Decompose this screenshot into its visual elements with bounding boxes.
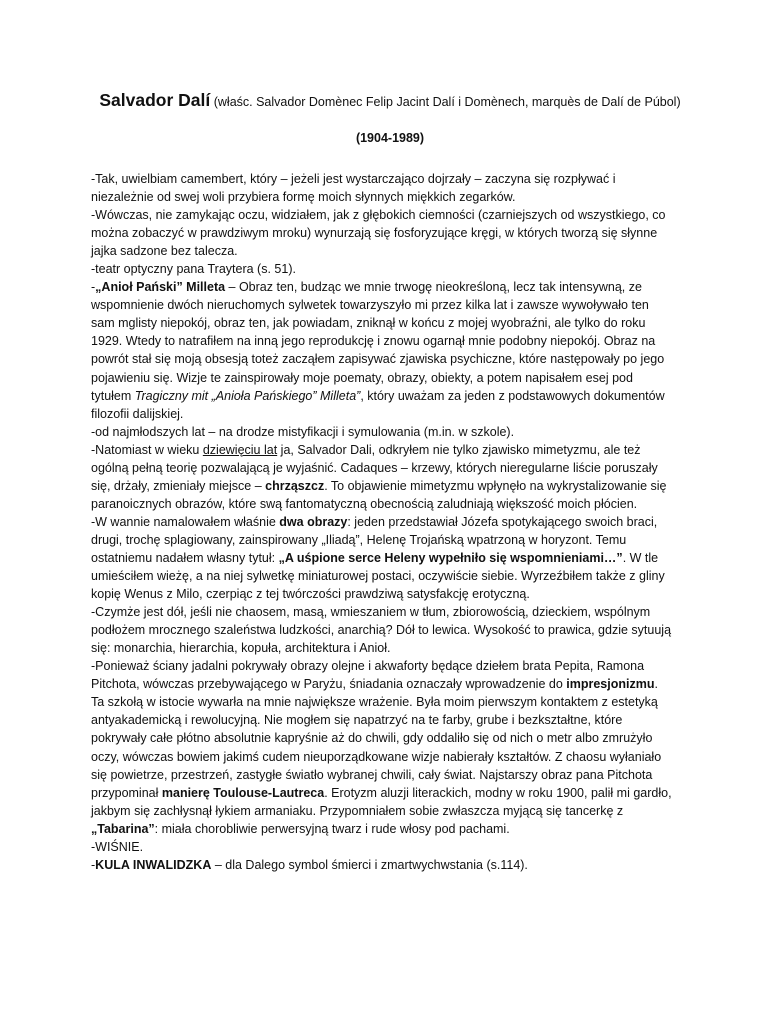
author-name: Salvador Dalí xyxy=(99,90,211,110)
text-run: : miała chorobliwie perwersyjną twarz i rude włosy pod pachami. xyxy=(154,821,510,836)
paragraph-3: -teatr optyczny pana Traytera (s. 51). xyxy=(91,262,296,277)
painting-title: „A uśpione serce Heleny wypełniło się wspomnieniami…” xyxy=(278,550,623,565)
text-run: , który uważam za jeden z podstawowych dokumentów filozofii dalijskiej. xyxy=(91,388,665,421)
text-run: . To objawienie mimetyzmu wpłynęło na wykrystalizowanie się paranoicznych obrazów, które swą fantomatyczną obecnością zaludniają większość moich płócien. xyxy=(91,478,667,511)
author-full-name: (właśc. Salvador Domènec Felip Jacint Dalí i Domènech, marquès de Dalí de Púbol) xyxy=(213,95,681,109)
paragraph-2: -Wówczas, nie zamykając oczu, widziałem, jak z głębokich ciemności (czarniejszych od wszystkiego, co można zobaczyć w prawdziwym mroku) wynurzają się fosforyzujące kręgi, w których tworzą się słynne jajka sadzone bez talecza. xyxy=(91,208,666,259)
bold-word: impresjonizmu xyxy=(566,677,655,692)
essay-title: Tragiczny mit „Anioła Pańskiego” Milleta” xyxy=(134,388,361,403)
text-run: -Natomiast w wieku xyxy=(91,442,203,457)
bold-phrase: manierę Toulouse-Lautreca xyxy=(161,785,325,800)
text-run: . Ta szkołą w istocie wywarła na mnie największe wrażenie. Była moim pierwszym kontaktem z estetyką antyakademicką i rewolucyjną. Nie mogłem się napatrzyć na te farby, grube i bezkształtne, które pokrywały całe płótno absolutnie kapryśnie aż do chwili, gdy oddaliło się od nich o metr albo zmrużyło oczy, wówczas bowiem jakimś cudem nieuporządkowane wizje nabierały kształtów. Z chaosu wyłaniało się powietrze, przestrzeń, zastygłe światło wybranej chwili, cały świat. Najstarszy obraz pana Pitchota przypominał xyxy=(91,677,662,800)
paragraph-8: -Czymże jest dół, jeśli nie chaosem, masą, wmieszaniem w tłum, zbiorowością, dzieckiem, wspólnym podłożem mrocznego szaleństwa ludzkości, anarchią? Dół to lewica. Wysokość to prawica, gdzie sytuują się: monarchia, hierarchia, kopuła, architektura i Anioł. xyxy=(91,605,672,656)
bold-phrase: „Tabarina” xyxy=(91,821,155,836)
paragraph-7 xyxy=(91,513,673,603)
dash: - xyxy=(91,280,96,295)
document-body xyxy=(91,170,673,874)
paragraph-4 xyxy=(91,278,673,422)
bold-word: chrząszcz xyxy=(265,478,325,493)
paragraph-6 xyxy=(91,441,673,513)
text-run: . Erotyzm aluzji literackich, modny w roku 1900, palił mi gardło, jakbym się zachłysnął łykiem armaniaku. Przypomniałem sobie zwłaszcza myjącą się tancerkę z xyxy=(91,785,672,818)
bold-phrase: dwa obrazy xyxy=(279,514,348,529)
painting-title: „Anioł Pański” Milleta xyxy=(95,280,226,295)
page-title xyxy=(90,90,690,113)
paragraph-9 xyxy=(91,657,673,837)
author-years: (1904-1989) xyxy=(355,131,425,145)
bold-phrase: KULA INWALIDZKA xyxy=(95,857,212,872)
text-run: -Ponieważ ściany jadalni pokrywały obrazy olejne i akwaforty będące dziełem brata Pepita, Ramona Pitchota, wówczas przebywającego w Paryżu, śniadania oznaczały wprowadzenie do xyxy=(91,659,645,692)
text-run: -W wannie namalowałem właśnie xyxy=(91,514,280,529)
text-run: – dla Dalego symbol śmierci i zmartwychwstania (s.114). xyxy=(211,857,528,872)
text-run: . W tle umieściłem wieżę, a na niej sylwetkę miniaturowej postaci, oczywiście siebie. Wyrzeźbiłem także z gliny kopię Wenus z Milo, czerpiąc z tej twórczości prawdziwą satysfakcję erotyczną. xyxy=(91,550,665,602)
paragraph-11 xyxy=(91,856,673,874)
text-run: : jeden przedstawiał Józefa spotykającego swoich braci, drugi, trochę splagiowany, zainspirowany „Iliadą”, Helenę Trojańską wpatrzoną w horyzont. Temu ostatniemu nadałem własny tytuł: xyxy=(91,514,658,565)
dash: - xyxy=(91,857,96,872)
text-run: – Obraz ten, budząc we mnie trwogę nieokreśloną, lecz tak intensywną, ze wspomnienie dwóch nieruchomych sylwetek towarzyszyło mi przez kilka lat i zawsze wywoływało ten sam mglisty niepokój, obraz ten, jak powiadam, zniknął w końcu z mojej wyobraźni, ale tylko do roku 1929. Wtedy to natrafiłem na inną jego reprodukcję i znowu ogarnął mnie podobny niepokój. Obraz na powrót stał się moją obsesją toteż zacząłem zapisywać zjawiska psychiczne, które następowały po jego pojawieniu się. Wizje te zainspirowały moje poematy, obrazy, obiekty, a potem napisałem esej pod tytułem xyxy=(91,280,665,403)
paragraph-1: -Tak, uwielbiam camembert, który – jeżeli jest wystarczająco dojrzały – zaczyna się rozpływać i niezależnie od swej woli przybiera formę moich słynnych miękkich zegarków. xyxy=(91,172,616,205)
paragraph-5: -od najmłodszych lat – na drodze mistyfikacji i symulowania (m.in. w szkole). xyxy=(91,424,515,439)
paragraph-10: -WIŚNIE. xyxy=(91,839,144,854)
underlined-phrase: dziewięciu lat xyxy=(202,442,278,457)
text-run: ja, Salvador Dali, odkryłem nie tylko zjawisko mimetyzmu, ale też ogólną pełną teorię pozwalającą je wyjaśnić. Cadaques – krzewy, których nieregularne liście poruszały się, drżały, zmieniały miejsce – xyxy=(91,442,658,493)
